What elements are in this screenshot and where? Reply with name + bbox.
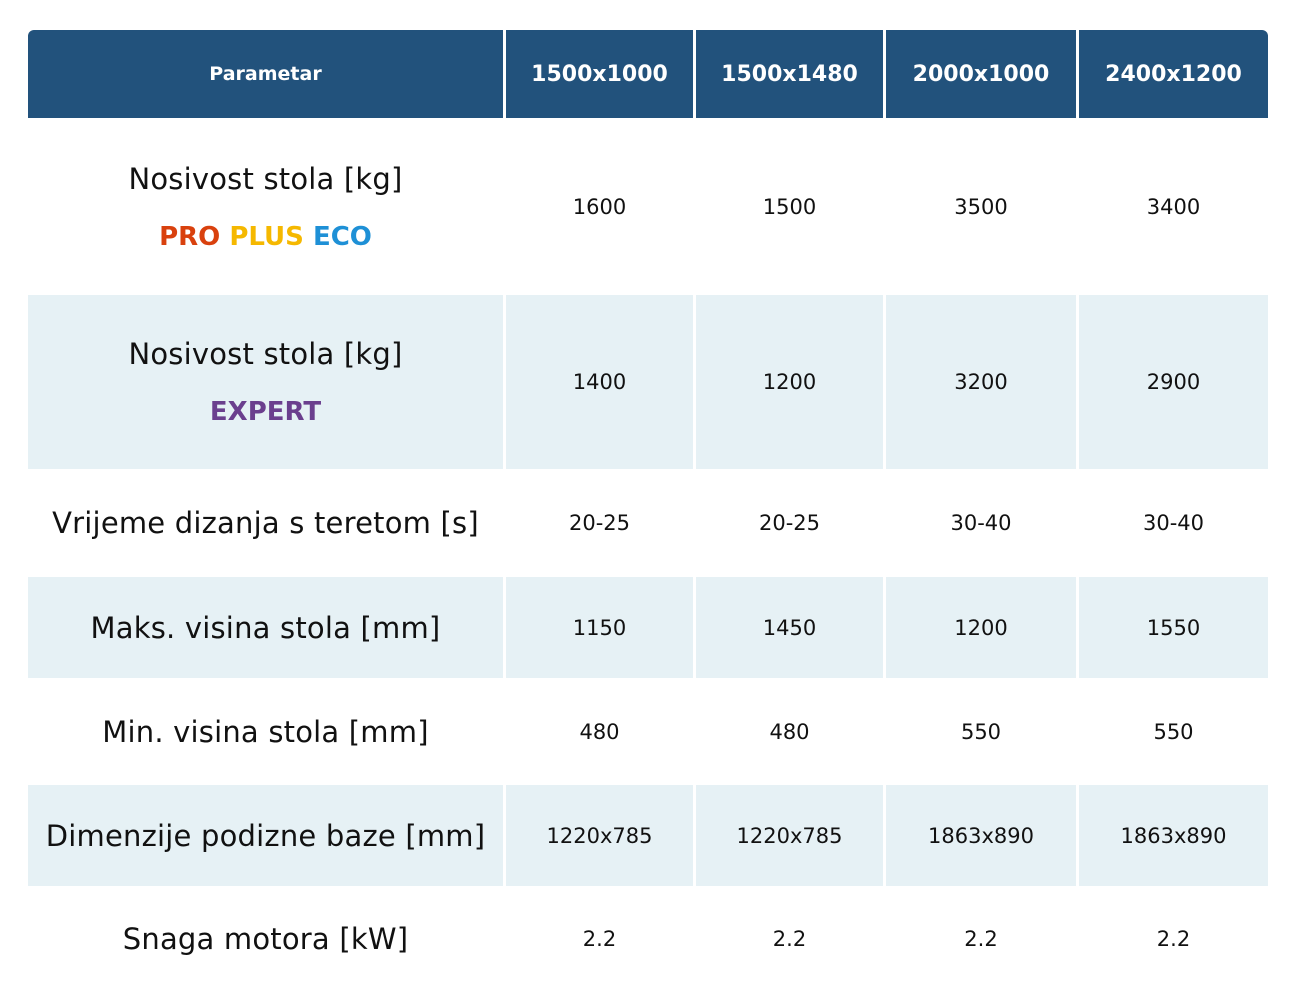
value-cell: 550 — [883, 678, 1076, 785]
value-cell: 1200 — [693, 295, 883, 469]
variant-pro-label: PRO — [159, 221, 221, 252]
value-cell: 550 — [1076, 678, 1268, 785]
value-cell: 30-40 — [883, 469, 1076, 577]
value-cell: 30-40 — [1076, 469, 1268, 577]
header-cell-size: 2000x1000 — [883, 30, 1076, 118]
value-cell: 1400 — [503, 295, 693, 469]
value-cell: 1863x890 — [883, 785, 1076, 886]
value-cell: 3200 — [883, 295, 1076, 469]
value-cell: 480 — [693, 678, 883, 785]
value-cell: 1550 — [1076, 577, 1268, 678]
value-cell: 3400 — [1076, 118, 1268, 295]
value-cell: 1220x785 — [693, 785, 883, 886]
value-cell: 1150 — [503, 577, 693, 678]
header-cell-size: 1500x1000 — [503, 30, 693, 118]
row-parameter-label: Nosivost stola [kg] — [128, 337, 403, 371]
row-parameter-label: Dimenzije podizne baze [mm] — [28, 785, 503, 886]
header-cell-size: 1500x1480 — [693, 30, 883, 118]
row-parameter-label: Min. visina stola [mm] — [102, 714, 429, 749]
variant-plus-label: PLUS — [229, 221, 304, 252]
row-parameter-cell — [28, 118, 503, 295]
table-row — [28, 469, 1268, 577]
table-row — [28, 785, 1268, 886]
row-parameter-label: Maks. visina stola [mm] — [28, 577, 503, 678]
spec-table — [28, 30, 1268, 992]
table-row — [28, 577, 1268, 678]
table-row — [28, 678, 1268, 785]
value-cell: 1500 — [693, 118, 883, 295]
value-cell: 3500 — [883, 118, 1076, 295]
value-cell: 2.2 — [883, 886, 1076, 992]
value-cell: 2.2 — [693, 886, 883, 992]
value-cell: 2.2 — [503, 886, 693, 992]
row-parameter-label: Nosivost stola [kg] — [128, 161, 403, 196]
row-parameter-cell — [28, 295, 503, 469]
row-parameter-label: Snaga motora [kW] — [122, 922, 409, 956]
table-header-row — [28, 30, 1268, 118]
value-cell: 1600 — [503, 118, 693, 295]
table-row — [28, 886, 1268, 992]
variant-eco-label: ECO — [312, 221, 372, 252]
value-cell: 2900 — [1076, 295, 1268, 469]
value-cell: 2.2 — [1076, 886, 1268, 992]
value-cell: 1200 — [883, 577, 1076, 678]
table-row — [28, 118, 1268, 295]
value-cell: 20-25 — [503, 469, 693, 577]
value-cell: 1220x785 — [503, 785, 693, 886]
value-cell: 20-25 — [693, 469, 883, 577]
header-cell-parameter: Parametar — [28, 30, 503, 118]
variant-expert-label: EXPERT — [209, 397, 322, 427]
value-cell: 1863x890 — [1076, 785, 1268, 886]
value-cell: 480 — [503, 678, 693, 785]
variant-badges — [159, 222, 372, 252]
value-cell: 1450 — [693, 577, 883, 678]
header-cell-size: 2400x1200 — [1076, 30, 1268, 118]
row-parameter-label: Vrijeme dizanja s teretom [s] — [52, 506, 479, 540]
table-row — [28, 295, 1268, 469]
